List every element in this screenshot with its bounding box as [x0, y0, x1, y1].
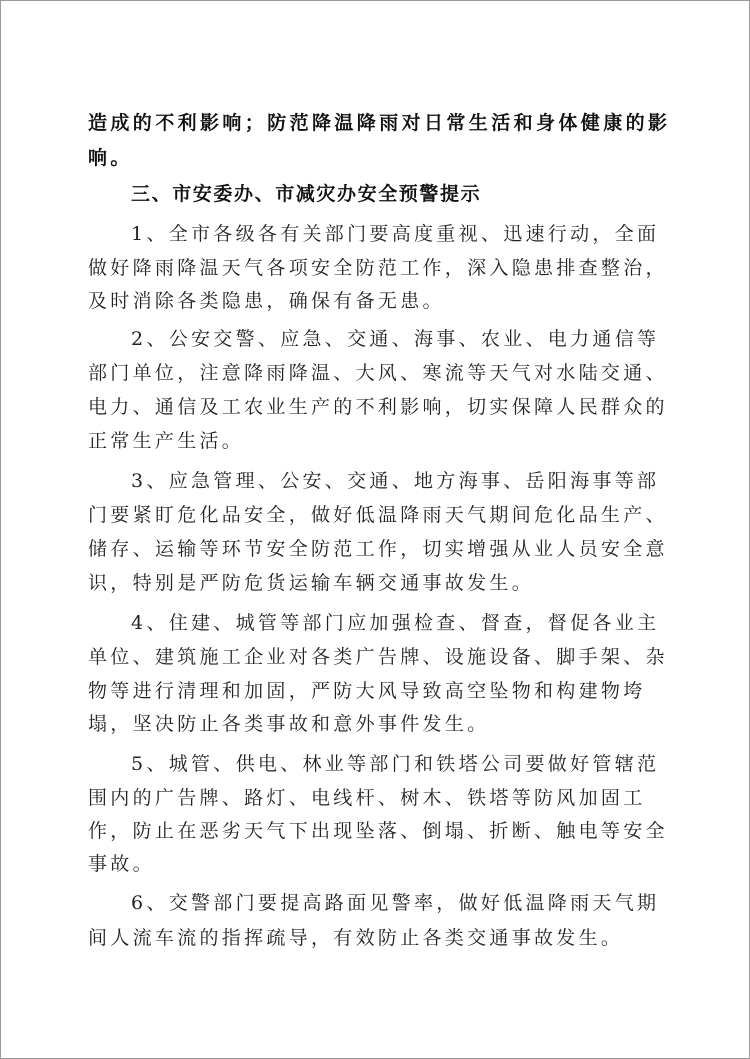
text-line: 识，特别是严防危货运输车辆交通事故发生。 — [88, 572, 535, 594]
text-line: 2、公安交警、应急、交通、海事、农业、电力通信等 — [131, 328, 660, 350]
text-line: 电力、通信及工农业生产的不利影响，切实保障人民群众的 — [88, 396, 668, 418]
section-heading: 三、市安委办、市减灾办安全预警提示 — [131, 183, 482, 205]
text-line: 塌，坚决防止各类事故和意外事件发生。 — [88, 713, 490, 735]
text-line: 5、城管、供电、林业等部门和铁塔公司要做好管辖范 — [131, 753, 660, 775]
text-line: 做好降雨降温天气各项安全防范工作，深入隐患排查整治， — [88, 257, 668, 279]
text-line: 储存、运输等环节安全防范工作，切实增强从业人员安全意 — [88, 538, 668, 560]
text-line: 1、全市各级各有关部门要高度重视、迅速行动，全面 — [131, 223, 660, 245]
text-line: 围内的广告牌、路灯、电线杆、树木、铁塔等防风加固工 — [88, 787, 646, 809]
text-line: 物等进行清理和加固，严防大风导致高空坠物和构建物垮 — [88, 680, 646, 702]
text-line: 门要紧盯危化品安全，做好低温降雨天气期间危化品生产、 — [88, 504, 668, 526]
text-line: 4、住建、城管等部门应加强检查、督查，督促各业主 — [131, 612, 660, 634]
text-line: 事故。 — [88, 853, 155, 875]
text-line: 响。 — [88, 147, 133, 169]
text-line: 作，防止在恶劣天气下出现坠落、倒塌、折断、触电等安全 — [88, 820, 668, 842]
text-line: 部门单位，注意降雨降温、大风、寒流等天气对水陆交通、 — [88, 362, 668, 384]
text-line: 单位、建筑施工企业对各类广告牌、设施设备、脚手架、杂 — [88, 646, 668, 668]
text-line: 间人流车流的指挥疏导，有效防止各类交通事故发生。 — [88, 927, 624, 949]
text-line: 3、应急管理、公安、交通、地方海事、岳阳海事等部 — [131, 470, 660, 492]
text-line: 6、交警部门要提高路面见警率，做好低温降雨天气期 — [131, 892, 660, 914]
text-line: 及时消除各类隐患，确保有备无患。 — [88, 290, 445, 312]
text-line: 正常生产生活。 — [88, 430, 245, 452]
text-line: 造成的不利影响；防范降温降雨对日常生活和身体健康的影 — [88, 112, 671, 134]
